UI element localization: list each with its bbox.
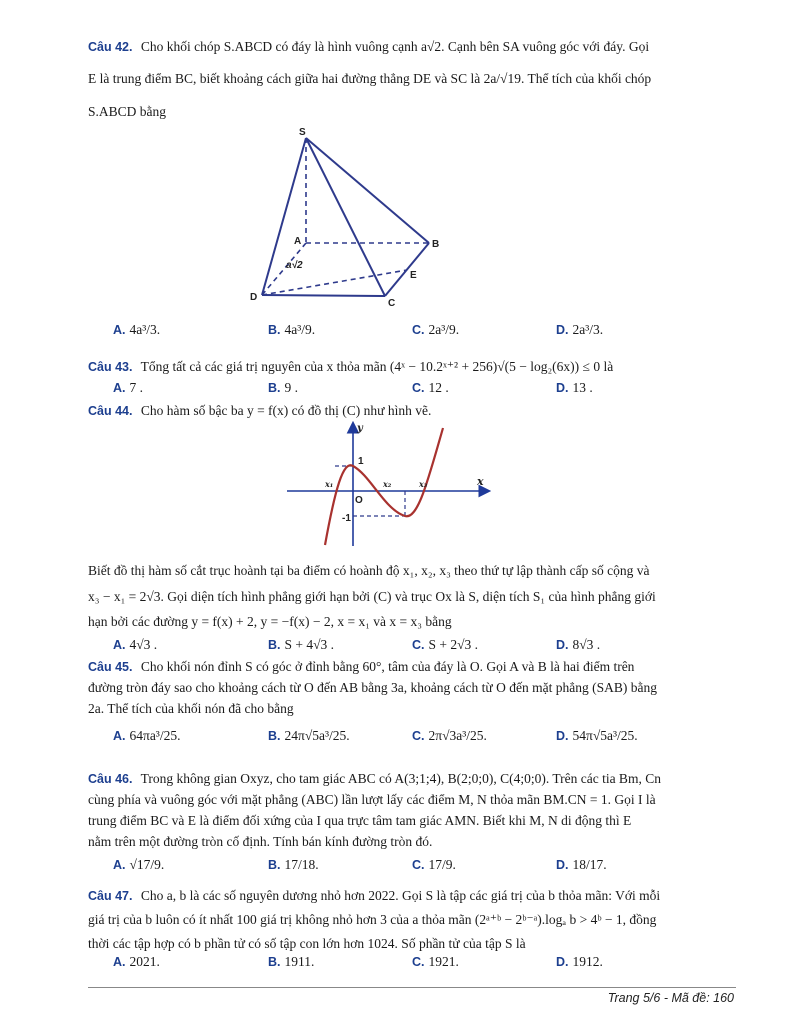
question-46-line3: trung điểm BC và E là điểm đối xứng của I qua trực tâm tam giác AMN. Biết khi M, N di động thì E	[88, 813, 632, 828]
label-x3: x₃	[419, 479, 428, 489]
q47-option-b[interactable]: B. 1911.	[268, 954, 315, 969]
edge-SB	[306, 138, 429, 243]
q42-option-c[interactable]: C. 2a³/9.	[412, 322, 460, 337]
label-y: y	[357, 423, 363, 434]
q44-option-d[interactable]: D. 8√3 .	[556, 637, 601, 652]
q46-option-c[interactable]: C. 17/9.	[412, 857, 456, 872]
cubic-graph	[285, 420, 500, 548]
question-45-line1: Câu 45. Cho khối nón đỉnh S có góc ở đỉnh bằng 60°, tâm của đáy là O. Gọi A và B là hai điểm trên	[88, 659, 635, 674]
q46-option-d[interactable]: D. 18/17.	[556, 857, 607, 872]
q45-option-a[interactable]: A. 64πa³/25.	[113, 728, 181, 743]
q44-option-b[interactable]: B. S + 4√3 .	[268, 637, 335, 652]
question-47-line2: giá trị của b luôn có ít nhất 100 giá trị không nhỏ hơn 3 của a thỏa mãn (2ᵃ⁺ᵇ − 2ᵇ⁻ᵃ).logₐ b > 4ᵇ − 1, đồng	[88, 912, 657, 927]
question-47-line3: thời các tập hợp có b phần tử có số tập con lớn hơn 1024. Số phần tử của tập S là	[88, 936, 526, 951]
edge-SC	[306, 138, 385, 296]
q44-option-c[interactable]: C. S + 2√3 .	[412, 637, 479, 652]
edge-DC	[262, 295, 385, 296]
footer-divider	[88, 987, 736, 988]
question-45-label: Câu 45.	[88, 660, 133, 674]
q47-option-d[interactable]: D. 1912.	[556, 954, 603, 969]
question-44-para-1: Biết đồ thị hàm số cắt trục hoành tại ba điểm có hoành độ x₁, x₂, x₃ theo thứ tự lập thành cấp số cộng và	[88, 563, 650, 578]
label-E: E	[410, 270, 417, 281]
question-46-line1: Câu 46. Trong không gian Oxyz, cho tam giác ABC có A(3;1;4), B(2;0;0), C(4;0;0). Trên các tia Bm, Cn	[88, 771, 661, 786]
label-C: C	[388, 298, 396, 309]
pyramid-figure	[240, 122, 450, 312]
q45-option-b[interactable]: B. 24π√5a³/25.	[268, 728, 350, 743]
segment-DE	[262, 270, 407, 295]
label-B: B	[432, 239, 440, 250]
q43-option-c[interactable]: C. 12 .	[412, 380, 449, 395]
question-44-text: Cho hàm số bậc ba y = f(x) có đồ thị (C) như hình vẽ.	[140, 403, 432, 418]
question-44-para-3: hạn bởi các đường y = f(x) + 2, y = −f(x) − 2, x = x₁ và x = x₃ bằng	[88, 614, 452, 629]
edge-SD	[262, 138, 306, 295]
question-42-text-2: E là trung điểm BC, biết khoảng cách giữa hai đường thẳng DE và SC là 2a/√19. Thể tích của khối chóp	[88, 71, 652, 86]
label-A: A	[294, 236, 302, 247]
label-x: x	[477, 475, 484, 488]
question-46-label: Câu 46.	[88, 772, 133, 786]
edge-CB	[385, 243, 429, 296]
q44-option-a[interactable]: A. 4√3 .	[113, 637, 158, 652]
label-origin: O	[355, 495, 363, 506]
question-44-label: Câu 44.	[88, 404, 133, 418]
q46-option-a[interactable]: A. √17/9.	[113, 857, 165, 872]
question-42-text-1: Cho khối chóp S.ABCD có đáy là hình vuông cạnh a√2. Cạnh bên SA vuông góc với đáy. Gọi	[140, 39, 650, 54]
q42-option-d[interactable]: D. 2a³/3.	[556, 322, 604, 337]
label-D: D	[250, 292, 258, 303]
question-42-line3	[88, 101, 738, 123]
q45-option-d[interactable]: D. 54π√5a³/25.	[556, 728, 638, 743]
label-one: 1	[358, 456, 364, 467]
q42-option-b[interactable]: B. 4a³/9.	[268, 322, 316, 337]
question-42-line1	[88, 36, 738, 58]
question-44-para-2: x₃ − x₁ = 2√3. Gọi diện tích hình phẳng giới hạn bởi (C) và trục Ox là S, diện tích S₁ của hình phẳng giới	[88, 589, 656, 604]
q43-option-d[interactable]: D. 13 .	[556, 380, 593, 395]
q45-option-c[interactable]: C. 2π√3a³/25.	[412, 728, 487, 743]
q43-option-b[interactable]: B. 9 .	[268, 380, 298, 395]
q43-option-a[interactable]: A. 7 .	[113, 380, 143, 395]
question-44	[88, 400, 738, 422]
q47-option-a[interactable]: A. 2021.	[113, 954, 160, 969]
label-minus-one: -1	[342, 513, 351, 524]
question-47-label: Câu 47.	[88, 889, 133, 903]
page-footer: Trang 5/6 - Mã đề: 160	[607, 991, 734, 1005]
question-43-text: Tổng tất cả các giá trị nguyên của x thỏa mãn (4ˣ − 10.2ˣ⁺² + 256)√(5 − log₂(6x)) ≤ 0 là	[140, 359, 614, 374]
label-x2: x₂	[383, 479, 392, 489]
question-43	[88, 356, 738, 378]
question-42-label: Câu 42.	[88, 40, 133, 54]
q46-option-b[interactable]: B. 17/18.	[268, 857, 319, 872]
question-47-line1: Câu 47. Cho a, b là các số nguyên dương nhỏ hơn 2022. Gọi S là tập các giá trị của b thỏa mãn: Với mỗi	[88, 888, 661, 903]
question-43-label: Câu 43.	[88, 360, 133, 374]
label-side: a√2	[286, 260, 303, 271]
label-x1: x₁	[325, 479, 334, 489]
question-42-text-3: S.ABCD bằng	[88, 104, 167, 119]
question-45-line3: 2a. Thể tích của khối nón đã cho bằng	[88, 701, 294, 716]
label-S: S	[299, 127, 306, 138]
question-45-line2: đường tròn đáy sao cho khoảng cách từ O đến AB bằng 3a, khoảng cách từ O đến mặt phẳng (SAB) bằng	[88, 680, 657, 695]
q42-option-a[interactable]: A. 4a³/3.	[113, 322, 161, 337]
question-42-line2	[88, 68, 738, 90]
question-46-line2: cùng phía và vuông góc với mặt phẳng (ABC) lần lượt lấy các điểm M, N thỏa mãn BM.CN = 1. Gọi I là	[88, 792, 656, 807]
q47-option-c[interactable]: C. 1921.	[412, 954, 459, 969]
question-46-line4: nằm trên một đường tròn cố định. Tính bán kính đường tròn đó.	[88, 834, 433, 849]
